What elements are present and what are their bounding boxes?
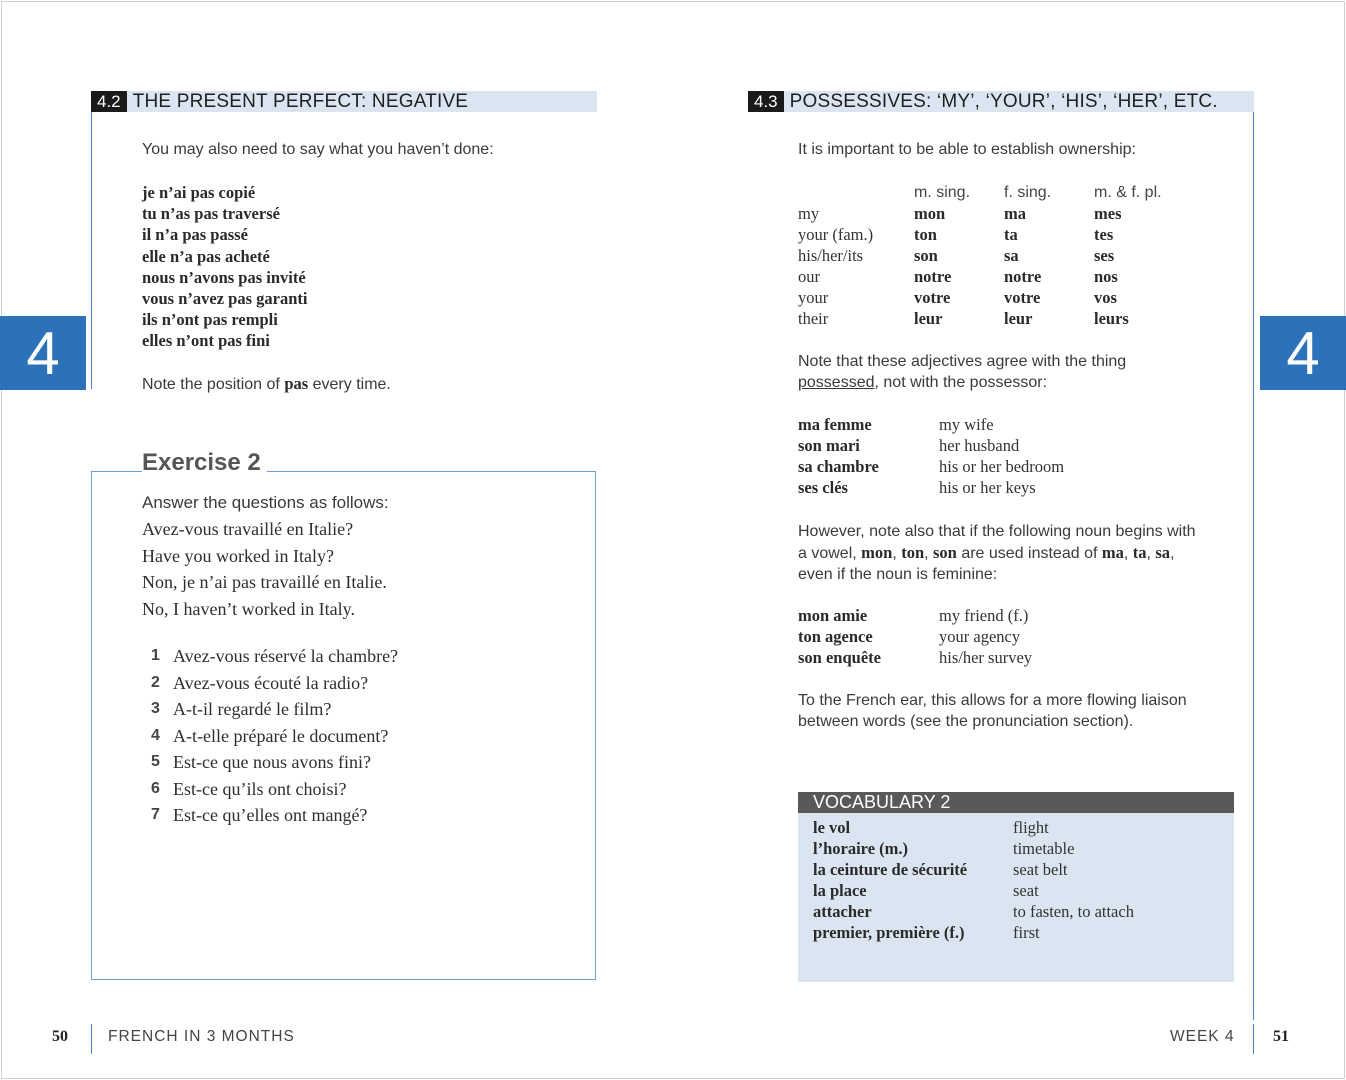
note-text: , bbox=[1170, 545, 1175, 562]
example-en: my wife bbox=[939, 415, 994, 434]
note-bold: ma bbox=[1101, 543, 1124, 562]
section-header-4-3 bbox=[748, 91, 1254, 112]
table-row bbox=[798, 245, 1218, 266]
section-rule bbox=[91, 112, 92, 389]
example-en: his or her bedroom bbox=[939, 457, 1065, 476]
vocabulary-header bbox=[798, 792, 1234, 813]
exercise-title: Exercise 2 bbox=[142, 449, 267, 477]
chapter-number: 4 bbox=[1286, 319, 1320, 387]
table-cell: son bbox=[914, 246, 938, 265]
table-cell: notre bbox=[914, 267, 952, 286]
negative-examples bbox=[142, 182, 307, 352]
vocabulary-title: VOCABULARY 2 bbox=[813, 792, 951, 812]
page-number-right: 51 bbox=[1273, 1028, 1289, 1045]
chapter-tab-right bbox=[1260, 316, 1346, 390]
example-fr: ton agence bbox=[798, 627, 873, 646]
note-text: , bbox=[924, 545, 934, 562]
question-number: 4 bbox=[151, 726, 160, 744]
table-cell: tes bbox=[1094, 225, 1114, 244]
question-number: 7 bbox=[151, 806, 160, 823]
note-line: To the French ear, this allows for a more flowing liaison bbox=[798, 692, 1187, 709]
question-text: Avez-vous réservé la chambre? bbox=[173, 646, 399, 666]
table-row bbox=[798, 203, 1218, 224]
question-number: 6 bbox=[151, 779, 160, 797]
table-cell-en: their bbox=[798, 309, 829, 328]
table-cell-en: his/her/its bbox=[798, 246, 864, 265]
vocab-en: first bbox=[1013, 923, 1040, 942]
example-fr: son enquête bbox=[798, 648, 881, 667]
table-header-row bbox=[798, 182, 1218, 203]
vowel-note bbox=[798, 521, 1238, 585]
note-line: between words (see the pronunciation section). bbox=[798, 713, 1134, 730]
exercise-questions bbox=[142, 643, 398, 829]
example-fr: sa chambre bbox=[798, 457, 879, 476]
question-number: 2 bbox=[151, 673, 160, 691]
running-title-left: FRENCH IN 3 MONTHS bbox=[108, 1028, 295, 1045]
note-text: , bbox=[1146, 545, 1156, 562]
column-header: m. sing. bbox=[914, 184, 971, 201]
column-header: f. sing. bbox=[1004, 184, 1052, 201]
example-en: your agency bbox=[939, 627, 1021, 646]
question-item bbox=[142, 776, 398, 803]
table-cell: ton bbox=[914, 225, 937, 244]
table-row bbox=[798, 287, 1218, 308]
footer-divider bbox=[91, 1024, 92, 1054]
vocab-en: timetable bbox=[1013, 839, 1075, 858]
section-title: POSSESSIVES: ‘MY’, ‘YOUR’, ‘HIS’, ‘HER’, ETC. bbox=[789, 90, 1218, 112]
note-text: , not with the possessor: bbox=[874, 374, 1048, 391]
page-number-left: 50 bbox=[52, 1028, 68, 1045]
example-en: my friend (f.) bbox=[939, 606, 1029, 625]
table-cell: mon bbox=[914, 204, 946, 223]
note-line: Note that these adjectives agree with the thing bbox=[798, 353, 1127, 370]
question-item bbox=[142, 696, 398, 723]
section-rule bbox=[1253, 112, 1254, 1020]
note-text: , bbox=[892, 545, 902, 562]
table-cell-en: my bbox=[798, 204, 820, 223]
example-line: Non, je n’ai pas travaillé en Italie. bbox=[142, 572, 387, 592]
note-line: However, note also that if the following noun begins with bbox=[798, 523, 1196, 540]
vocab-en: seat belt bbox=[1013, 860, 1068, 879]
note-bold: pas bbox=[284, 374, 309, 393]
question-text: A-t-il regardé le film? bbox=[173, 699, 332, 719]
intro-text: You may also need to say what you haven’t done: bbox=[142, 141, 494, 158]
vocab-fr: le vol bbox=[813, 818, 851, 837]
table-cell: ta bbox=[1004, 225, 1018, 244]
example-fr: ses clés bbox=[798, 478, 848, 497]
table-cell: leurs bbox=[1094, 309, 1129, 328]
table-cell: vos bbox=[1094, 288, 1117, 307]
example-line: elles n’ont pas fini bbox=[142, 331, 270, 351]
table-cell-en: our bbox=[798, 267, 820, 286]
table-row bbox=[798, 308, 1218, 329]
example-line: Avez-vous travaillé en Italie? bbox=[142, 519, 354, 539]
position-note bbox=[142, 373, 391, 395]
question-item bbox=[142, 723, 398, 750]
question-number: 3 bbox=[151, 700, 160, 717]
table-cell: votre bbox=[914, 288, 951, 307]
note-text: Note the position of bbox=[142, 376, 285, 393]
example-line: No, I haven’t worked in Italy. bbox=[142, 598, 355, 619]
vocab-fr: la ceinture de sécurité bbox=[813, 860, 968, 879]
table-cell: notre bbox=[1004, 267, 1042, 286]
question-text: Avez-vous écouté la radio? bbox=[173, 672, 369, 693]
note-bold: sa bbox=[1155, 543, 1171, 562]
question-text: A-t-elle préparé le document? bbox=[173, 725, 389, 746]
table-cell-en: your bbox=[798, 288, 829, 307]
exercise-example bbox=[142, 516, 387, 622]
vocab-en: flight bbox=[1013, 818, 1049, 837]
example-en: his or her keys bbox=[939, 478, 1036, 497]
column-header: m. & f. pl. bbox=[1094, 184, 1162, 201]
note-bold: ton bbox=[901, 543, 925, 562]
question-number: 5 bbox=[151, 753, 160, 770]
intro-text: It is important to be able to establish ownership: bbox=[798, 141, 1136, 158]
example-line: vous n’avez pas garanti bbox=[142, 289, 308, 309]
section-title: THE PRESENT PERFECT: NEGATIVE bbox=[132, 90, 469, 112]
chapter-number: 4 bbox=[26, 319, 60, 387]
question-text: Est-ce qu’ils ont choisi? bbox=[173, 778, 347, 799]
exercise-instruction: Answer the questions as follows: bbox=[142, 493, 389, 512]
vocab-fr: premier, première (f.) bbox=[813, 923, 965, 942]
vocab-fr: la place bbox=[813, 881, 867, 900]
table-cell-en: your (fam.) bbox=[798, 225, 874, 244]
table-cell: leur bbox=[914, 309, 943, 328]
table-cell: votre bbox=[1004, 288, 1041, 307]
table-cell: sa bbox=[1004, 246, 1019, 265]
glossary-link[interactable]: possessed bbox=[798, 374, 875, 391]
example-line: il n’a pas passé bbox=[142, 225, 248, 245]
vocab-fr: attacher bbox=[813, 902, 872, 921]
note-bold: ta bbox=[1132, 543, 1147, 562]
table-cell: nos bbox=[1094, 267, 1118, 286]
example-line: ils n’ont pas rempli bbox=[142, 310, 278, 330]
section-number: 4.2 bbox=[91, 91, 127, 112]
liaison-note bbox=[798, 690, 1187, 732]
example-en: her husband bbox=[939, 436, 1020, 455]
note-bold: mon bbox=[861, 543, 893, 562]
vocab-en: seat bbox=[1013, 881, 1039, 900]
table-row bbox=[798, 224, 1218, 245]
table-cell: ma bbox=[1004, 204, 1026, 223]
question-item bbox=[142, 802, 398, 829]
example-line: tu n’as pas traversé bbox=[142, 204, 280, 224]
example-line: nous n’avons pas invité bbox=[142, 267, 306, 287]
note-text: a vowel, bbox=[798, 545, 862, 562]
note-line: even if the noun is feminine: bbox=[798, 566, 998, 583]
table-cell: leur bbox=[1004, 309, 1033, 328]
table-cell: mes bbox=[1094, 204, 1122, 223]
running-title-right: WEEK 4 bbox=[1170, 1028, 1235, 1045]
note-bold: son bbox=[933, 543, 957, 562]
note-text: every time. bbox=[308, 376, 391, 393]
table-cell: ses bbox=[1094, 246, 1115, 265]
question-text: Est-ce que nous avons fini? bbox=[173, 752, 371, 772]
question-item bbox=[142, 749, 398, 776]
table-row bbox=[798, 266, 1218, 287]
example-line: je n’ai pas copié bbox=[142, 183, 256, 202]
example-line: Have you worked in Italy? bbox=[142, 545, 334, 566]
example-en: his/her survey bbox=[939, 648, 1033, 667]
example-fr: ma femme bbox=[798, 415, 872, 434]
section-number: 4.3 bbox=[748, 91, 784, 112]
question-item bbox=[142, 670, 398, 697]
footer-divider bbox=[1253, 1024, 1254, 1054]
question-item bbox=[142, 643, 398, 670]
agreement-note bbox=[798, 351, 1126, 393]
question-number: 1 bbox=[151, 647, 160, 664]
vocab-en: to fasten, to attach bbox=[1013, 902, 1134, 921]
note-text: , bbox=[1123, 545, 1133, 562]
section-header-4-2 bbox=[91, 91, 597, 112]
question-text: Est-ce qu’elles ont mangé? bbox=[173, 805, 368, 825]
example-line: elle n’a pas acheté bbox=[142, 246, 270, 266]
vocab-fr: l’horaire (m.) bbox=[813, 839, 908, 858]
example-fr: son mari bbox=[798, 436, 860, 455]
chapter-tab-left bbox=[0, 316, 86, 390]
example-fr: mon amie bbox=[798, 606, 868, 625]
note-text: are used instead of bbox=[956, 545, 1102, 562]
